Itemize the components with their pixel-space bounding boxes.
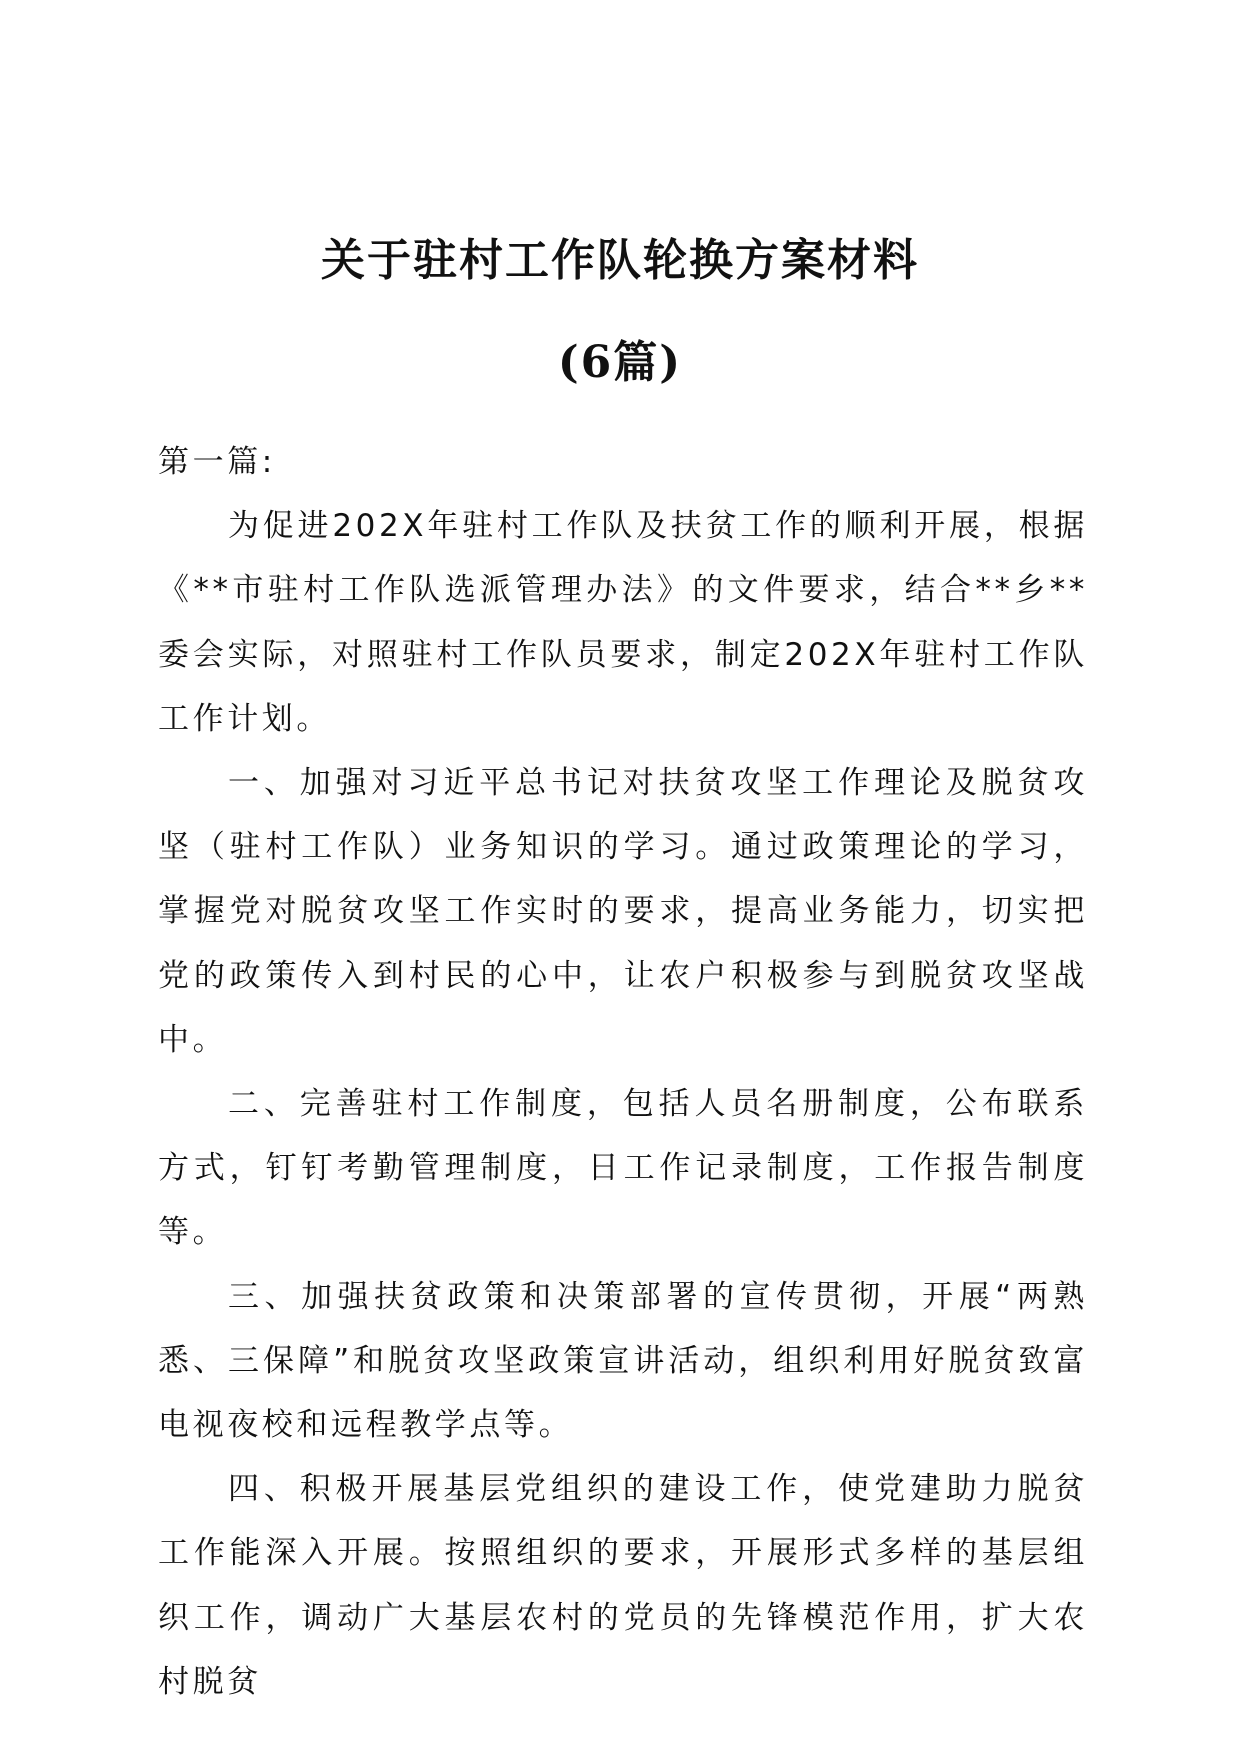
- paragraph-point-4: 四、积极开展基层党组织的建设工作，使党建助力脱贫工作能深入开展。按照组织的要求，开展形式多样的基层组织工作，调动广大基层农村的党员的先锋模范作用，扩大农村脱贫: [158, 1471, 1088, 1700]
- paragraph-intro: 为促进202X年驻村工作队及扶贫工作的顺利开展，根据《**市驻村工作队选派管理办法》的文件要求，结合**乡**委会实际，对照驻村工作队员要求，制定202X年驻村工作队工作计划。: [158, 508, 1088, 737]
- paragraph-point-2: 二、完善驻村工作制度，包括人员名册制度，公布联系方式，钉钉考勤管理制度，日工作记录制度，工作报告制度等。: [158, 1086, 1088, 1251]
- paragraph-point-3: 三、加强扶贫政策和决策部署的宣传贯彻，开展“两熟悉、三保障”和脱贫攻坚政策宣讲活动，组织利用好脱贫致富电视夜校和远程教学点等。: [158, 1278, 1088, 1444]
- section-label: 第一篇:: [158, 444, 276, 480]
- document-title: 关于驻村工作队轮换方案材料: [321, 235, 919, 286]
- document-subtitle: (6篇): [557, 337, 683, 388]
- document-body: [158, 430, 1088, 1714]
- paragraph-point-1: 一、加强对习近平总书记对扶贫攻坚工作理论及脱贫攻坚（驻村工作队）业务知识的学习。通过政策理论的学习，掌握党对脱贫攻坚工作实时的要求，提高业务能力，切实把党的政策传入到村民的心中，让农户积极参与到脱贫攻坚战中。: [158, 765, 1088, 1058]
